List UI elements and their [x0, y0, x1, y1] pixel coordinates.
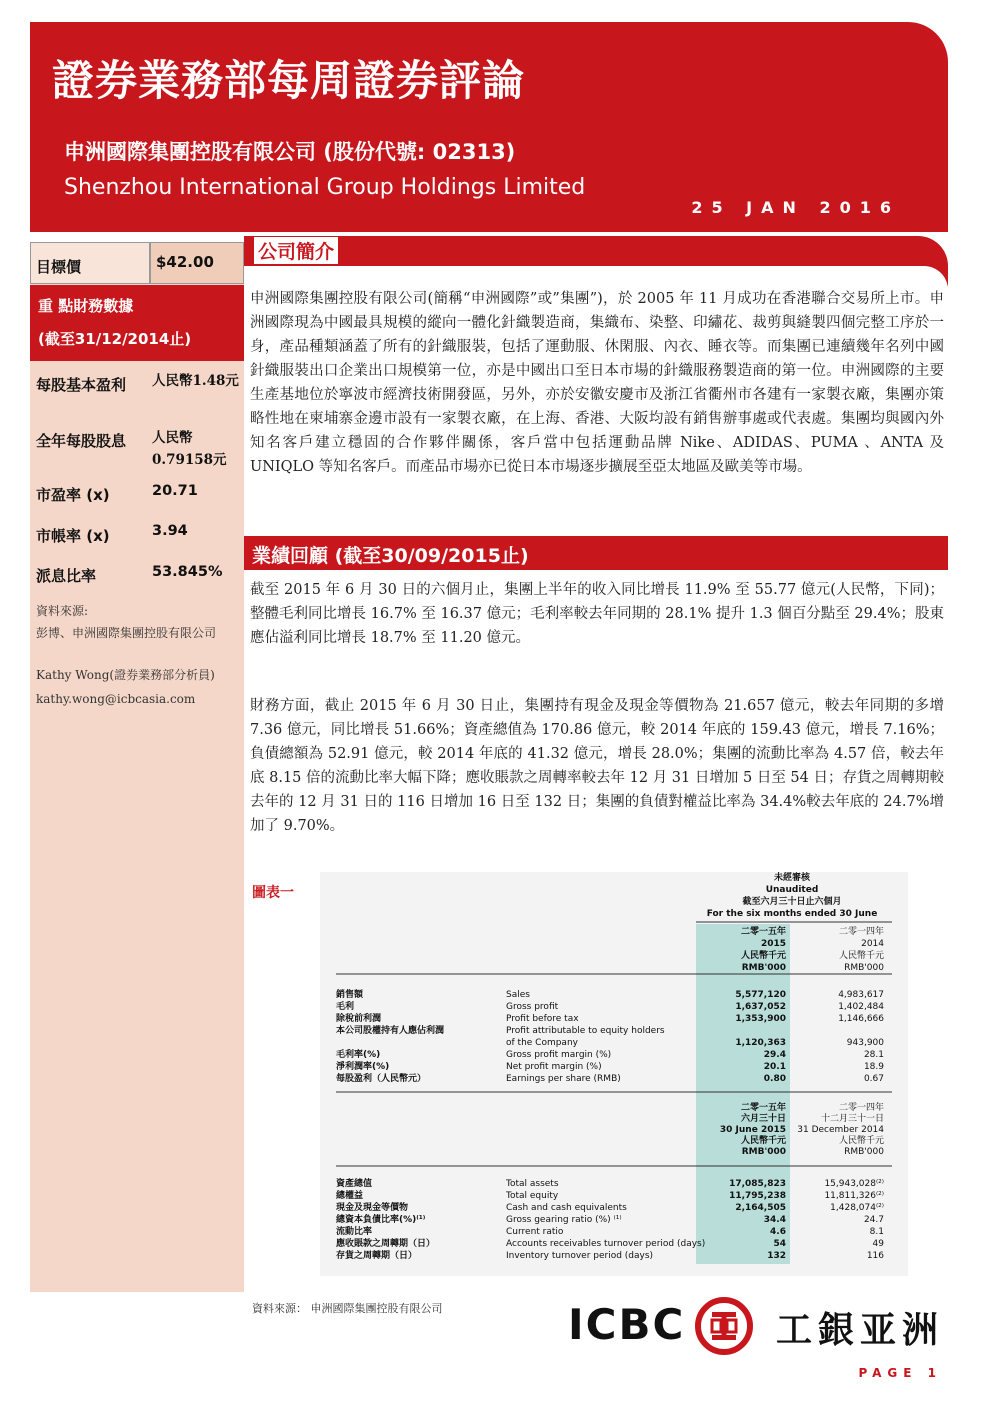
table-row-en: Accounts receivables turnover period (days) [506, 1239, 706, 1249]
table-row-cn: 資產總值 [336, 1179, 373, 1189]
table-row-cn: 現金及現金等價物 [336, 1203, 409, 1213]
table-row-cn: 應收賬款之周轉期（日） [336, 1239, 436, 1249]
highlight-column [696, 924, 790, 1264]
financial-table-graphic [320, 872, 908, 1276]
table-row-en: Total assets [506, 1179, 559, 1189]
table-cell-2014: 1,146,666 [838, 1014, 884, 1024]
table-row-cn: 毛利 [336, 1002, 355, 1012]
table-row-en: Profit attributable to equity holders [506, 1026, 665, 1036]
table-cell-2015: 1,353,900 [735, 1014, 786, 1024]
analyst-name: Kathy Wong(證券業務部分析員) [36, 668, 215, 682]
table-cell-2014: 8.1 [869, 1227, 884, 1237]
table-cell-2014: 4,983,617 [838, 990, 884, 1000]
table-col-header: 人民幣千元 [838, 951, 884, 961]
table-row-en: Net profit margin (%) [506, 1062, 602, 1072]
table-cell-2015: 11,795,238 [729, 1191, 786, 1201]
eps-value: 人民幣1.48元 [152, 373, 239, 389]
table-row-en: Total equity [506, 1191, 559, 1201]
table-cell-2015: 17,085,823 [729, 1179, 786, 1189]
eps-label: 每股基本盈利 [36, 376, 127, 394]
table-row-en: of the Company [506, 1038, 578, 1048]
table-row-cn: 每股盈利（人民幣元） [336, 1074, 427, 1084]
company-name-cn: 申洲國際集團控股有限公司 (股份代號: 02313) [64, 140, 516, 164]
table-col-header: 31 December 2014 [797, 1125, 884, 1135]
table-row-en: Earnings per share (RMB) [506, 1074, 621, 1084]
table-cell-2014: 15,943,028⁽²⁾ [824, 1179, 884, 1189]
table-col-header: 二零一四年 [838, 1103, 884, 1113]
table-col-header: 2014 [861, 939, 884, 949]
pb-value: 3.94 [152, 523, 188, 539]
table-col-header: 六月三十日 [740, 1114, 786, 1124]
table-cell-2015: 132 [767, 1251, 786, 1261]
table-cell-2015: 20.1 [763, 1062, 786, 1072]
table-row-cn: 毛利率(%) [336, 1050, 381, 1060]
results-paragraph-1: 截至 2015 年 6 月 30 日的六個月止，集團上半年的收入同比增長 11.9% 至 55.77 億元(人民幣，下同)；整體毛利同比增長 16.7% 至 16.37 億元；毛利率較去年同期的 28.1% 提升 1.3 個百分點至 29.4%；股東應佔溢利同比增長 18.7% 至 11.20 億元。 [250, 582, 944, 646]
icbc-logo-text: ICBC [568, 1300, 686, 1349]
sidebar-source-value: 彭博、申洲國際集團控股有限公司 [36, 626, 217, 640]
table-row-cn: 銷售額 [336, 990, 364, 1000]
table-col-header: 十二月三十一日 [820, 1114, 884, 1124]
table-row-cn: 總權益 [336, 1191, 364, 1201]
table-col-header: 人民幣千元 [740, 951, 786, 961]
table-cell-2014: 943,900 [846, 1038, 884, 1048]
profile-section-title: 公司簡介 [254, 237, 338, 264]
payout-value: 53.845% [152, 564, 223, 580]
dps-value: 人民幣0.79158元 [152, 430, 227, 468]
company-name-en: Shenzhou International Group Holdings Limited [64, 175, 586, 200]
table-cell-2015: 4.6 [770, 1227, 786, 1237]
table-cell-2015: 5,577,120 [735, 990, 786, 1000]
table-cell-2015: 1,637,052 [735, 1002, 786, 1012]
table-row-cn: 總資本負債比率(%)⁽¹⁾ [336, 1215, 426, 1225]
table-col-header: 人民幣千元 [838, 1136, 884, 1146]
table-cell-2014: 49 [872, 1239, 884, 1249]
table-row-en: Current ratio [506, 1227, 564, 1237]
table-col-header: 二零一四年 [838, 927, 884, 937]
table-cell-2015: 2,164,505 [735, 1203, 786, 1213]
page-number: PAGE 1 [858, 1366, 942, 1380]
analyst-email[interactable]: kathy.wong@icbcasia.com [36, 692, 196, 706]
payout-label: 派息比率 [36, 567, 97, 585]
table-row-cn: 淨利潤率(%) [336, 1062, 390, 1072]
table-cell-2014: 11,811,326⁽²⁾ [824, 1191, 884, 1201]
table-cell-2014: 1,402,484 [838, 1002, 884, 1012]
key-financials-period: (截至31/12/2014止) [38, 330, 192, 348]
target-price-value: $42.00 [156, 253, 214, 271]
table-row-en: Cash and cash equivalents [506, 1203, 627, 1213]
table-col-header: 二零一五年 [740, 1103, 786, 1113]
icbc-logo-cn: 工銀亚洲 [776, 1310, 945, 1351]
report-date: 25 JAN 2016 [691, 198, 900, 217]
table-top-header: 未經審核 [773, 873, 811, 883]
results-section-title: 業績回顧 (截至30/09/2015止) [252, 545, 529, 567]
figure-label: 圖表一 [252, 885, 294, 901]
dps-label: 全年每股股息 [36, 432, 127, 450]
table-cell-2014: 18.9 [863, 1062, 884, 1072]
table-cell-2014: 0.67 [863, 1074, 884, 1084]
table-top-header: 截至六月三十日止六個月 [742, 897, 842, 907]
table-col-header: 2015 [760, 939, 786, 949]
table-cell-2014: 1,428,074⁽²⁾ [830, 1203, 884, 1213]
table-cell-2014: 24.7 [863, 1215, 884, 1225]
table-row-cn: 存貨之周轉期（日） [336, 1251, 418, 1261]
table-cell-2014: 28.1 [863, 1050, 884, 1060]
table-col-header: RMB'000 [741, 1147, 786, 1157]
sidebar-source-label: 資料來源: [36, 604, 89, 618]
pe-label: 市盈率 (x) [36, 486, 110, 504]
table-row-en: Profit before tax [506, 1014, 579, 1024]
table-row-en: Gross gearing ratio (%) ⁽¹⁾ [506, 1215, 622, 1225]
financial-table [320, 872, 908, 1276]
table-row-cn: 流動比率 [336, 1227, 373, 1237]
pb-label: 市帳率 (x) [36, 527, 110, 545]
table-top-header: Unaudited [765, 885, 819, 895]
table-cell-2015: 29.4 [763, 1050, 786, 1060]
table-col-header: 二零一五年 [740, 927, 786, 937]
table-col-header: RMB'000 [844, 1147, 884, 1157]
table-col-header: RMB'000 [844, 963, 884, 973]
table-row-en: Sales [506, 990, 530, 1000]
report-title: 證券業務部每周證券評論 [52, 56, 526, 105]
figure-source: 資料來源： 申洲國際集團控股有限公司 [252, 1302, 443, 1315]
profile-paragraph: 申洲國際集團控股有限公司(簡稱“申洲國際”或”集團”)，於 2005 年 11 月成功在香港聯合交易所上市。申洲國際現為中國最具規模的縱向一體化針織製造商，集織布、染整、印繡花、裁剪與縫製四個完整工序於一身，產品種類涵蓋了所有的針織服裝，包括了運動服、休閑服、內衣、睡衣等。而集團已連續幾年名列中國針織服裝出口企業出口規模第一位，亦是中國出口至日本市場的針織服務製造商的第一位。申洲國際的主要生產基地位於寧波市經濟技術開發區，另外，亦於安徽安慶市及浙江省衢州市各建有一家製衣廠，集團亦策略性地在柬埔寨金邊市設有一家製衣廠，在上海、香港、大阪均設有銷售辦事處或代表處。集團均與國內外知名客戶建立穩固的合作夥伴關係，客戶當中包括運動品牌 Nike、ADIDAS、PUMA 、ANTA 及 UNIQLO 等知名客戶。而產品市場亦已從日本市場逐步擴展至亞太地區及歐美等市場。 [250, 291, 944, 475]
table-row-cn: 本公司股權持有人應佔利潤 [336, 1026, 445, 1036]
table-col-header: 人民幣千元 [740, 1136, 786, 1146]
table-col-header: 30 June 2015 [719, 1125, 786, 1135]
table-top-header: For the six months ended 30 June [706, 909, 878, 919]
icbc-emblem-icon [694, 1296, 754, 1356]
results-paragraph-2: 財務方面，截止 2015 年 6 月 30 日止，集團持有現金及現金等價物為 21.657 億元，較去年同期的多增 7.36 億元，同比增長 51.66%；資產總值為 170.86 億元，較 2014 年底的 159.43 億元，增長 7.16%；負債總額為 52.91 億元，較 2014 年底的 41.32 億元，增長 28.0%；集團的流動比率為 4.57 倍，較去年底 8.15 倍的流動比率大幅下降；應收賬款之周轉率較去年 12 月 31 日增加 5 日至 54 日；存貨之周轉期較去年的 12 月 31 日的 116 日增加 16 日至 132 日；集團的負債對權益比率為 34.4%較去年底的 24.7%增加了 9.70%。 [250, 698, 944, 834]
sidebar [30, 242, 244, 1292]
table-cell-2015: 0.80 [763, 1074, 786, 1084]
table-row-en: Gross profit [506, 1002, 559, 1012]
target-price-label: 目標價 [36, 258, 82, 276]
table-cell-2014: 116 [866, 1251, 884, 1261]
table-col-header: RMB'000 [741, 963, 786, 973]
table-row-en: Gross profit margin (%) [506, 1050, 612, 1060]
table-cell-2015: 1,120,363 [735, 1038, 786, 1048]
table-cell-2015: 54 [773, 1239, 786, 1249]
table-row-cn: 除稅前利潤 [336, 1014, 382, 1024]
pe-value: 20.71 [152, 483, 198, 499]
table-cell-2015: 34.4 [763, 1215, 786, 1225]
key-financials-title: 重 點財務數據 [38, 297, 134, 315]
table-row-en: Inventory turnover period (days) [506, 1251, 654, 1261]
